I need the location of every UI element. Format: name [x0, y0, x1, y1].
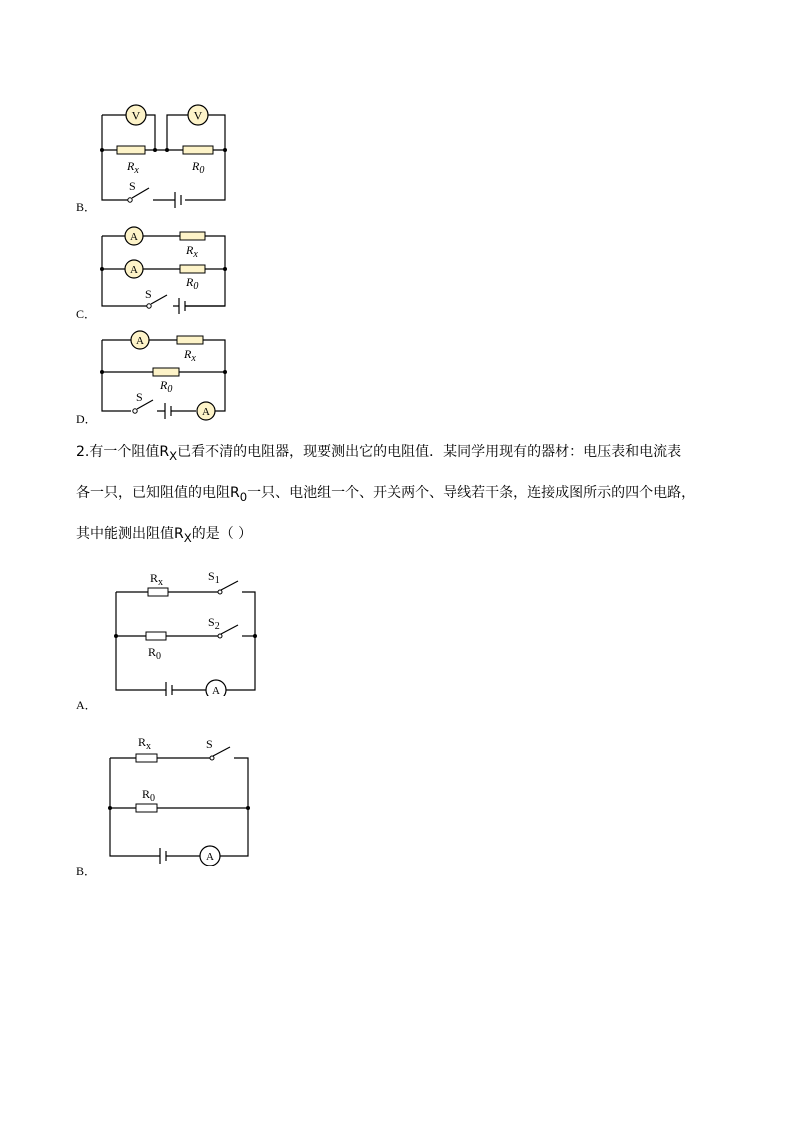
svg-text:A: A: [202, 406, 210, 418]
option-b1-label: B．: [76, 200, 97, 214]
rx-label: $R_x$: [186, 243, 198, 260]
resistor-r0: [153, 368, 179, 376]
svg-text:A: A: [206, 851, 214, 863]
r0-label: $R_0$: [160, 378, 173, 395]
svg-text:A: A: [130, 264, 138, 276]
resistor-r0: [183, 146, 213, 154]
resistor-r0: [180, 265, 205, 273]
circuit-diagram-a2: [108, 568, 268, 696]
voltmeter-2: [188, 105, 208, 125]
ammeter-1: [131, 331, 149, 349]
circuit-diagram-b2: [102, 732, 262, 866]
rx-label: $R_x$: [138, 735, 152, 752]
resistor-rx: [136, 754, 157, 762]
option-a2-label: A．: [76, 698, 97, 712]
question-2-line-1: 2.有一个阻值$R_X$已看不清的电阻器，现要测出它的电阻值．某同学用现有的器材：电压表和电流表: [76, 444, 682, 463]
question-2-line-3: 其中能测出阻值$R_X$的是（ ）: [76, 526, 253, 545]
resistor-r0: [146, 632, 166, 640]
rx-label: $R_x$: [184, 347, 196, 364]
option-b2-label: B．: [76, 864, 97, 878]
resistor-rx: [148, 588, 168, 596]
ammeter: [206, 680, 226, 696]
r0-label: $R_0$: [142, 787, 156, 804]
voltmeter-1: [126, 105, 146, 125]
switch-label: S: [145, 287, 152, 301]
resistor-rx: [117, 146, 145, 154]
resistor-r0: [136, 804, 157, 812]
option-d1-label: D．: [76, 412, 97, 426]
rx-label: $R_x$: [127, 159, 139, 176]
circuit-diagram-d1: [95, 326, 235, 422]
rx-label: $R_x$: [150, 571, 164, 588]
voltmeter-label: V: [131, 108, 141, 123]
circuit-diagram-b1: [95, 100, 235, 210]
svg-text:A: A: [136, 335, 144, 347]
s2-label: $S_2$: [208, 615, 220, 632]
r0-label: $R_0$: [186, 275, 199, 292]
ammeter-2: [125, 260, 143, 278]
ammeter-1: [125, 227, 143, 245]
r0-label: $R_0$: [192, 159, 205, 176]
voltmeter-label: V: [193, 108, 203, 123]
circuit-diagram-c1: [95, 222, 235, 314]
option-c1-label: C．: [76, 307, 97, 321]
resistor-rx: [177, 336, 203, 344]
resistor-rx: [180, 232, 205, 240]
svg-text:A: A: [130, 231, 138, 243]
ammeter: [200, 846, 220, 866]
ammeter-2: [197, 402, 215, 420]
s1-label: $S_1$: [208, 569, 220, 586]
question-2-line-2: 各一只，已知阻值的电阻$R_0$一只、电池组一个、开关两个、导线若干条，连接成图所示的四个电路，: [76, 485, 696, 504]
switch-label: S: [136, 390, 143, 404]
r0-label: $R_0$: [148, 645, 162, 662]
svg-text:A: A: [212, 685, 220, 696]
switch-label: S: [206, 737, 213, 751]
switch-label: S: [129, 179, 136, 193]
